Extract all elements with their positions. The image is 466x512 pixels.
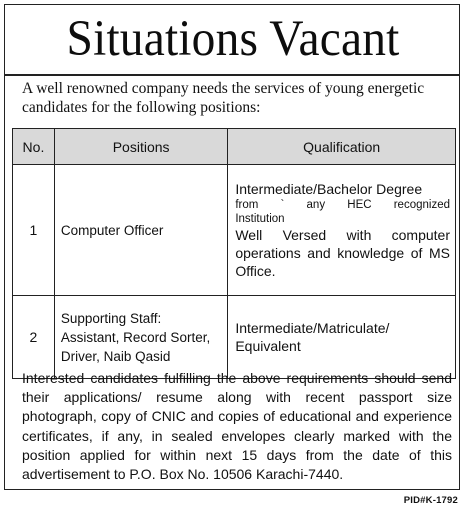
qualification-cell (228, 296, 456, 379)
application-instructions: Interested candidates fulfilling the above requirements should send their applications/ resume along with recent passport size photograph, copy of CNIC and copies of educational and experience certificates, if any, in sealed envelopes clearly marked with the position applied for within next 15 days from the date of this advertisement to P.O. Box No. 10506 Karachi-7440. (22, 370, 452, 483)
table-header-row (13, 129, 456, 165)
table-row (13, 296, 456, 379)
position-roles: Assistant, Record Sorter, (60, 329, 211, 345)
position-name: Computer Officer (54, 165, 227, 296)
pid-code: PID#K-1792 (403, 495, 458, 506)
position-roles-cont: Driver, Naib Qasid (60, 348, 171, 364)
qualification-recognition: from ` any HEC recognized (235, 199, 450, 211)
header-no: No. (13, 129, 55, 165)
qualification-education: Intermediate/Matriculate/ (235, 320, 390, 336)
table-row (13, 165, 456, 296)
header-qualification: Qualification (228, 129, 456, 165)
qualification-skills: Well Versed with computer operations and knowledge of MS Office. (235, 227, 450, 279)
position-title: Supporting Staff: (60, 310, 162, 326)
row-number: 2 (13, 296, 55, 379)
qualification-equivalent: Equivalent (235, 338, 301, 354)
intro-text: A well renowned company needs the services of young energetic candidates for the following positions: (22, 80, 425, 116)
title-divider (4, 74, 460, 76)
positions-table (12, 128, 456, 379)
header-positions: Positions (54, 129, 227, 165)
row-number: 1 (13, 165, 55, 296)
ad-title: Situations Vacant (66, 11, 400, 67)
qualification-institution: Institution (235, 213, 285, 225)
position-name (54, 296, 227, 379)
qualification-cell (228, 165, 456, 296)
qualification-degree: Intermediate/Bachelor Degree (235, 181, 423, 197)
